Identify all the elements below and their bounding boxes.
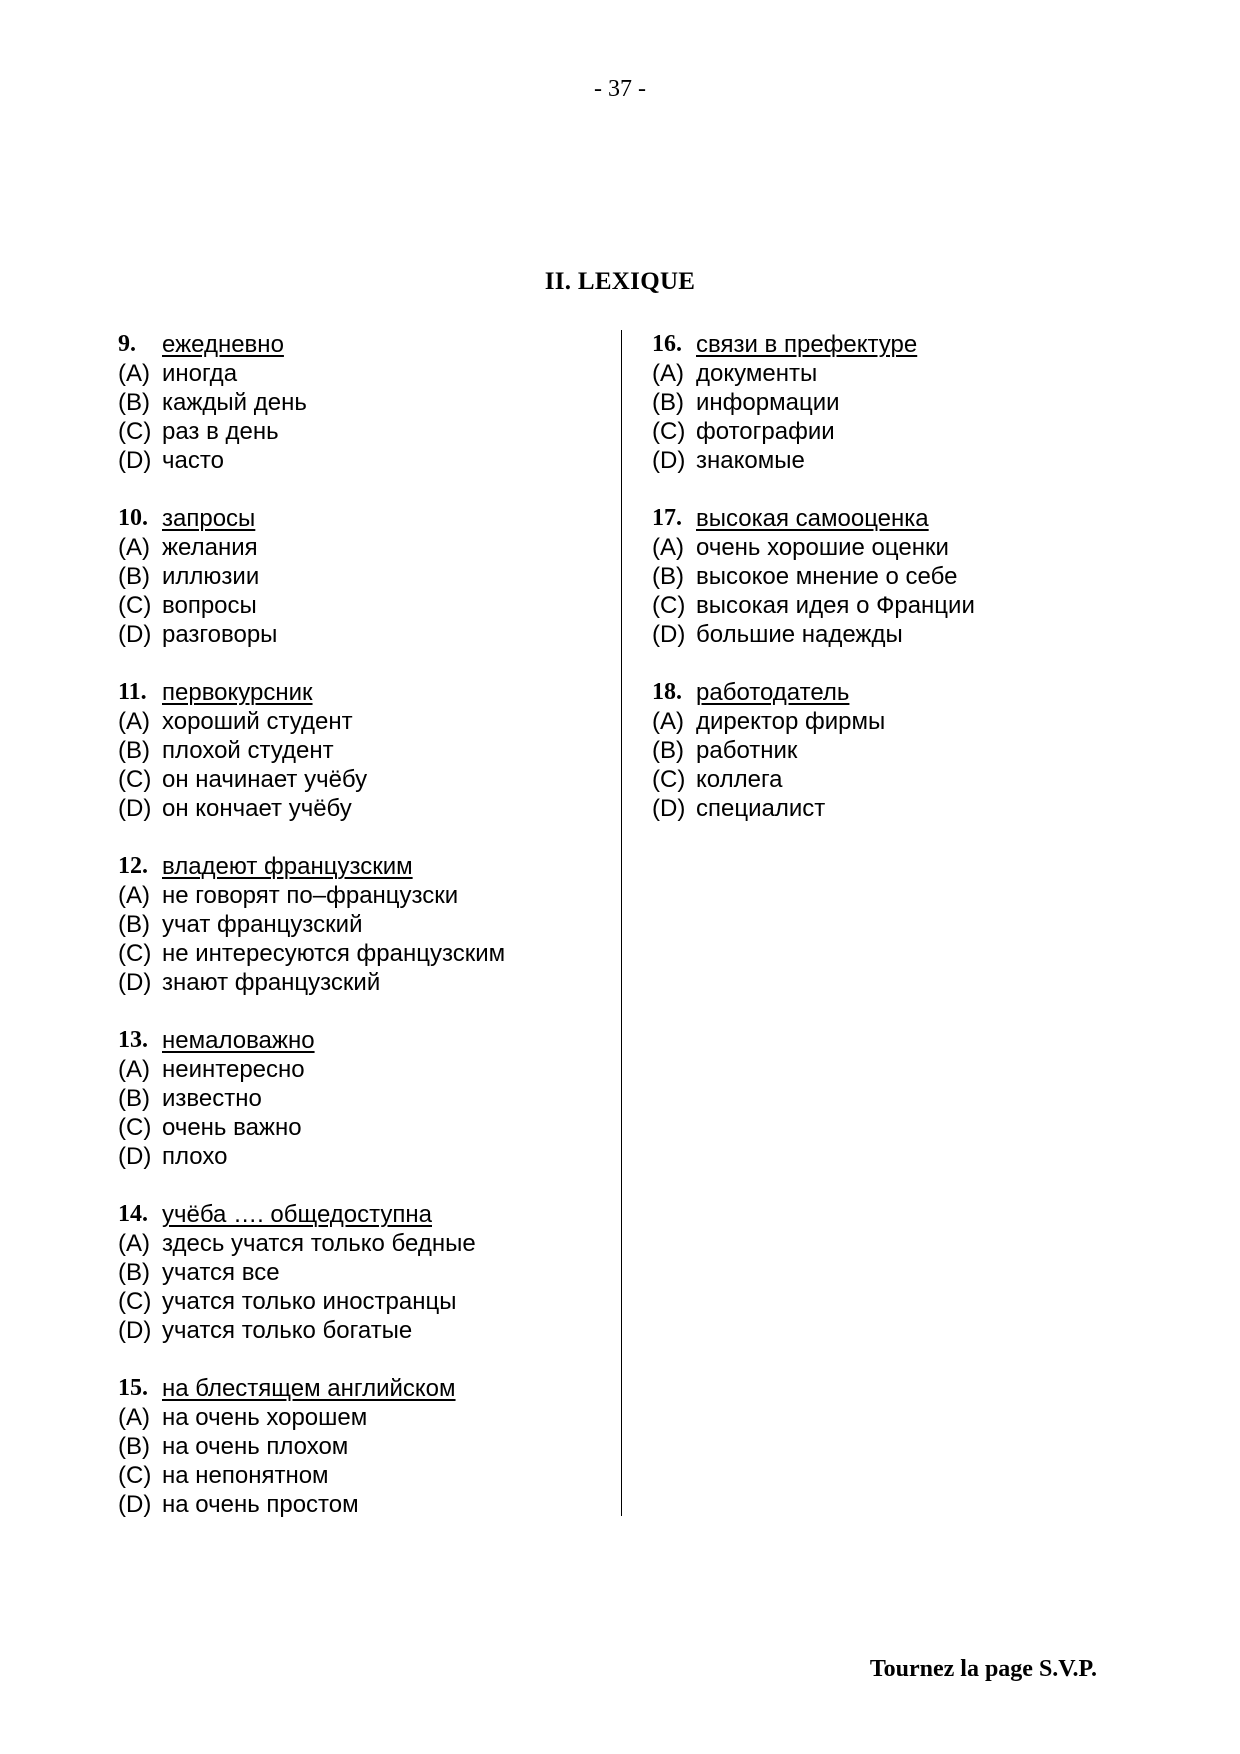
answer-option[interactable] xyxy=(118,1142,618,1171)
question-header xyxy=(118,852,618,881)
option-letter: (D) xyxy=(118,795,152,822)
option-letter: (B) xyxy=(118,563,150,590)
option-text: учатся все xyxy=(162,1259,280,1286)
answer-option[interactable] xyxy=(118,1113,618,1142)
option-letter: (C) xyxy=(118,592,152,619)
option-text: очень важно xyxy=(162,1114,302,1141)
question-header xyxy=(118,504,618,533)
question-block xyxy=(118,1026,618,1171)
answer-option[interactable] xyxy=(118,562,618,591)
question-block xyxy=(118,852,618,997)
option-text: иногда xyxy=(162,360,238,387)
answer-option[interactable] xyxy=(652,620,1152,649)
question-header xyxy=(652,504,1152,533)
answer-option[interactable] xyxy=(118,794,618,823)
section-title: II. LEXIQUE xyxy=(544,268,696,295)
question-number: 18. xyxy=(652,679,682,705)
question-block xyxy=(652,504,1152,649)
option-letter: (C) xyxy=(652,592,686,619)
answer-option[interactable] xyxy=(652,359,1152,388)
question-header xyxy=(118,1374,618,1403)
option-text: разговоры xyxy=(162,621,278,648)
option-text: большие надежды xyxy=(696,621,903,648)
question-header xyxy=(652,678,1152,707)
option-text: раз в день xyxy=(162,418,279,445)
answer-option[interactable] xyxy=(118,591,618,620)
question-number: 12. xyxy=(118,853,148,879)
answer-option[interactable] xyxy=(118,620,618,649)
option-letter: (A) xyxy=(118,534,150,561)
option-text: часто xyxy=(162,447,224,474)
option-letter: (D) xyxy=(118,969,152,996)
question-number: 13. xyxy=(118,1027,148,1053)
option-letter: (C) xyxy=(652,418,686,445)
option-text: вопросы xyxy=(162,592,257,619)
option-text: каждый день xyxy=(162,389,307,416)
question-term: работодатель xyxy=(696,679,850,706)
question-number: 15. xyxy=(118,1375,148,1401)
answer-option[interactable] xyxy=(118,1403,618,1432)
answer-option[interactable] xyxy=(118,1432,618,1461)
option-text: специалист xyxy=(696,795,826,822)
option-text: на очень хорошем xyxy=(162,1404,368,1431)
option-letter: (A) xyxy=(652,708,684,735)
option-letter: (D) xyxy=(652,795,686,822)
answer-option[interactable] xyxy=(118,881,618,910)
option-letter: (D) xyxy=(118,1143,152,1170)
answer-option[interactable] xyxy=(652,591,1152,620)
question-term: запросы xyxy=(162,505,256,532)
option-letter: (D) xyxy=(118,1317,152,1344)
option-letter: (A) xyxy=(118,882,150,909)
option-text: не интересуются французским xyxy=(162,940,506,967)
option-text: знакомые xyxy=(696,447,805,474)
answer-option[interactable] xyxy=(118,533,618,562)
question-term: немаловажно xyxy=(162,1027,315,1054)
answer-option[interactable] xyxy=(118,910,618,939)
option-letter: (A) xyxy=(118,1230,150,1257)
option-letter: (C) xyxy=(118,1288,152,1315)
option-letter: (B) xyxy=(652,563,684,590)
option-text: известно xyxy=(162,1085,262,1112)
answer-option[interactable] xyxy=(118,1287,618,1316)
option-text: высокое мнение о себе xyxy=(696,563,958,590)
question-number: 16. xyxy=(652,331,682,357)
option-letter: (C) xyxy=(118,1462,152,1489)
option-text: работник xyxy=(696,737,798,764)
option-letter: (B) xyxy=(118,911,150,938)
question-header xyxy=(118,1026,618,1055)
answer-option[interactable] xyxy=(118,736,618,765)
option-letter: (C) xyxy=(118,766,152,793)
option-text: желания xyxy=(162,534,258,561)
answer-option[interactable] xyxy=(118,1461,618,1490)
option-text: не говорят по–французски xyxy=(162,882,459,909)
option-letter: (B) xyxy=(118,737,150,764)
option-letter: (C) xyxy=(118,1114,152,1141)
answer-option[interactable] xyxy=(118,359,618,388)
question-term: учёба …. общедоступна xyxy=(162,1201,432,1228)
option-text: коллега xyxy=(696,766,783,793)
option-letter: (D) xyxy=(118,1491,152,1518)
answer-option[interactable] xyxy=(118,388,618,417)
question-block xyxy=(118,504,618,649)
option-letter: (A) xyxy=(118,360,150,387)
option-text: учат французский xyxy=(162,911,363,938)
answer-option[interactable] xyxy=(118,1490,618,1519)
option-text: здесь учатся только бедные xyxy=(162,1230,476,1257)
option-text: он начинает учёбу xyxy=(162,766,368,793)
option-text: на непонятном xyxy=(162,1462,329,1489)
question-header xyxy=(118,1200,618,1229)
answer-option[interactable] xyxy=(652,562,1152,591)
option-letter: (A) xyxy=(118,1056,150,1083)
option-text: знают французский xyxy=(162,969,381,996)
option-text: учатся только иностранцы xyxy=(162,1288,457,1315)
question-term: на блестящем английском xyxy=(162,1375,456,1402)
answer-option[interactable] xyxy=(118,1229,618,1258)
answer-option[interactable] xyxy=(118,968,618,997)
answer-option[interactable] xyxy=(652,533,1152,562)
column-divider xyxy=(621,330,622,1516)
option-text: документы xyxy=(696,360,818,387)
option-letter: (B) xyxy=(652,737,684,764)
option-letter: (B) xyxy=(652,389,684,416)
option-text: плохой студент xyxy=(162,737,334,764)
question-number: 10. xyxy=(118,505,148,531)
option-letter: (D) xyxy=(118,621,152,648)
answer-option[interactable] xyxy=(118,1316,618,1345)
option-text: на очень простом xyxy=(162,1491,359,1518)
question-header xyxy=(118,678,618,707)
option-text: высокая идея о Франции xyxy=(696,592,975,619)
right-question-column xyxy=(652,330,1152,852)
question-number: 11. xyxy=(118,679,147,705)
question-number: 14. xyxy=(118,1201,148,1227)
answer-option[interactable] xyxy=(118,765,618,794)
option-text: на очень плохом xyxy=(162,1433,349,1460)
answer-option[interactable] xyxy=(118,417,618,446)
question-block xyxy=(652,678,1152,823)
question-term: ежедневно xyxy=(162,331,284,358)
question-term: высокая самооценка xyxy=(696,505,929,532)
option-text: иллюзии xyxy=(162,563,260,590)
answer-option[interactable] xyxy=(652,765,1152,794)
option-text: учатся только богатые xyxy=(162,1317,413,1344)
answer-option[interactable] xyxy=(652,707,1152,736)
question-term: первокурсник xyxy=(162,679,313,706)
question-block xyxy=(118,678,618,823)
answer-option[interactable] xyxy=(118,1055,618,1084)
answer-option[interactable] xyxy=(652,388,1152,417)
option-text: очень хорошие оценки xyxy=(696,534,949,561)
option-letter: (A) xyxy=(652,534,684,561)
option-letter: (D) xyxy=(652,447,686,474)
question-number: 9. xyxy=(118,331,136,357)
question-term: связи в префектуре xyxy=(696,331,918,358)
option-letter: (A) xyxy=(652,360,684,387)
answer-option[interactable] xyxy=(118,939,618,968)
answer-option[interactable] xyxy=(118,1258,618,1287)
left-question-column xyxy=(118,330,618,1548)
option-text: хороший студент xyxy=(162,708,353,735)
option-text: неинтересно xyxy=(162,1056,305,1083)
footer-note: Tournez la page S.V.P. xyxy=(869,1656,1097,1682)
question-block xyxy=(118,330,618,475)
answer-option[interactable] xyxy=(118,446,618,475)
option-letter: (B) xyxy=(118,1085,150,1112)
option-text: фотографии xyxy=(696,418,835,445)
option-letter: (D) xyxy=(118,447,152,474)
option-text: директор фирмы xyxy=(696,708,886,735)
option-text: он кончает учёбу xyxy=(162,795,352,822)
option-letter: (A) xyxy=(118,1404,150,1431)
option-letter: (C) xyxy=(118,418,152,445)
answer-option[interactable] xyxy=(652,446,1152,475)
option-text: информации xyxy=(696,389,840,416)
option-letter: (C) xyxy=(652,766,686,793)
option-letter: (A) xyxy=(118,708,150,735)
option-letter: (D) xyxy=(652,621,686,648)
question-number: 17. xyxy=(652,505,682,531)
option-letter: (B) xyxy=(118,389,150,416)
question-block xyxy=(118,1374,618,1519)
question-block xyxy=(118,1200,618,1345)
answer-option[interactable] xyxy=(118,1084,618,1113)
question-block xyxy=(652,330,1152,475)
answer-option[interactable] xyxy=(652,417,1152,446)
option-letter: (B) xyxy=(118,1259,150,1286)
answer-option[interactable] xyxy=(118,707,618,736)
option-text: плохо xyxy=(162,1143,228,1170)
answer-option[interactable] xyxy=(652,736,1152,765)
question-term: владеют французским xyxy=(162,853,413,880)
question-header xyxy=(118,330,618,359)
answer-option[interactable] xyxy=(652,794,1152,823)
option-letter: (C) xyxy=(118,940,152,967)
question-header xyxy=(652,330,1152,359)
page-number: - 37 - xyxy=(594,76,646,102)
option-letter: (B) xyxy=(118,1433,150,1460)
